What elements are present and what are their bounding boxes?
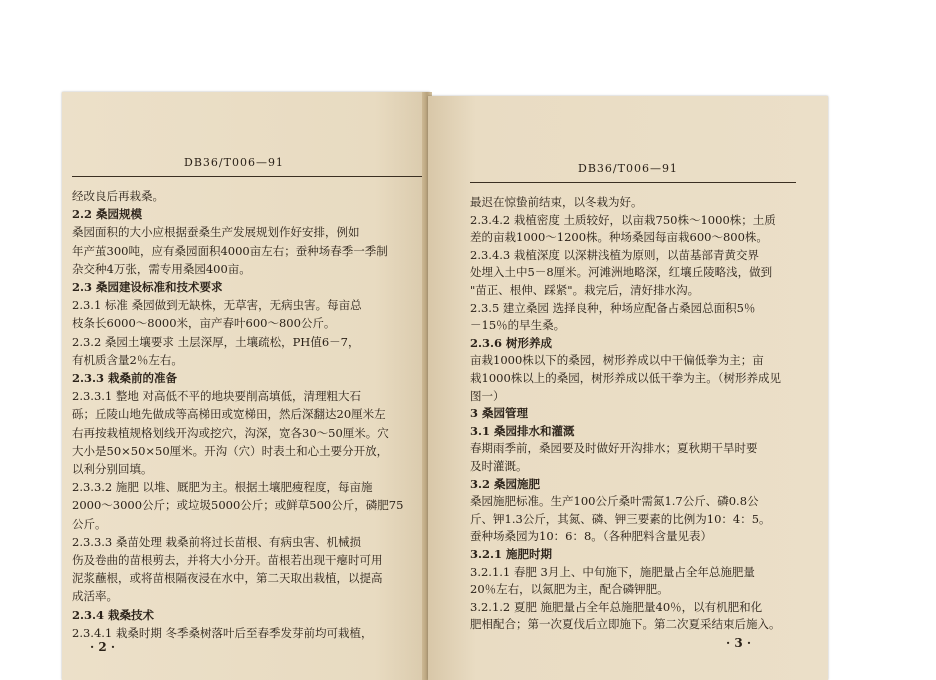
text-line: 有机质含量2％左右。 <box>72 352 183 367</box>
text-line: 杂交种4万张，需专用桑园400亩。 <box>72 261 251 276</box>
text-line: 年产茧300吨，应有桑园面积4000亩左右；蚕种场春季一季制 <box>72 243 388 258</box>
right-page <box>428 96 828 680</box>
text-line: 亩栽1000株以下的桑园，树形养成以中干偏低拳为主；亩 <box>470 353 764 368</box>
text-line: 3.2 桑园施肥 <box>470 476 541 491</box>
text-line: 右再按栽植规格划线开沟或挖穴，沟深，宽各30～50厘米。穴 <box>72 425 389 440</box>
text-line: 蚕种场桑园为10：6：8。（各种肥料含量见表） <box>470 529 713 544</box>
left-page-number: · 2 · <box>90 640 116 654</box>
text-line: 栽1000株以上的桑园，树形养成以低干拳为主。（树形养成见 <box>470 371 782 385</box>
text-line: 斤、钾1.3公斤，其氮、磷、钾三要素的比例为10：4：5。 <box>470 511 771 526</box>
text-line: 3 桑园管理 <box>470 406 529 421</box>
text-line: "苗正、根伸、踩紧"。栽完后，清好排水沟。 <box>470 283 700 297</box>
text-line: 3.1 桑园排水和灌溉 <box>470 423 575 438</box>
text-line: 公斤。 <box>72 516 107 531</box>
left-page <box>62 92 430 680</box>
text-line: 2.3.1 标准 桑园做到无缺株，无草害，无病虫害。每亩总 <box>72 298 362 313</box>
text-line: 处埋入土中5－8厘米。河滩洲地略深，红壤丘陵略浅，做到 <box>470 265 773 280</box>
text-line: 2.3.4.1 栽桑时期 冬季桑树落叶后至春季发芽前均可栽植， <box>72 625 373 640</box>
text-line: 20％左右，以氮肥为主，配合磷钾肥。 <box>470 582 669 597</box>
text-line: 2.3.3.3 桑苗处理 栽桑前将过长苗根、有病虫害、机械损 <box>72 534 362 549</box>
text-line: 2.3.3.1 整地 对高低不平的地块要削高填低，清理粗大石 <box>72 389 362 404</box>
text-line: 以利分别回填。 <box>72 462 153 476</box>
text-line: 成活率。 <box>72 589 118 604</box>
text-line: 肥相配合；第一次夏伐后立即施下。第二次夏采结束后施入。 <box>470 617 781 632</box>
text-line: 2000～3000公斤；或垃圾5000公斤；或鲜草500公斤，磷肥75 <box>72 498 404 513</box>
text-line: 泥浆蘸根，或将苗根隔夜浸在水中，第二天取出栽植，以提高 <box>72 571 383 586</box>
text-line: 大小是50×50×50厘米。开沟（穴）时表土和心土要分开放， <box>72 443 389 458</box>
text-line: 3.2.1.1 春肥 3月上、中旬施下，施肥量占全年总施肥量 <box>470 564 755 579</box>
text-line: 伤及卷曲的苗根剪去，并将大小分开。苗根若出现干瘪时可用 <box>72 553 383 567</box>
left-header-rule <box>72 176 422 177</box>
text-line: 2.3.5 建立桑园 选择良种，种场应配备占桑园总面积5％ <box>470 300 756 315</box>
text-line: 枝条长6000～8000米，亩产春叶600～800公斤。 <box>72 316 336 331</box>
text-line: 差的亩栽1000～1200株。种场桑园每亩栽600～800株。 <box>470 230 768 245</box>
right-header-rule <box>470 182 796 183</box>
text-line: 桑园施肥标准。生产100公斤桑叶需氮1.7公斤、磷0.8公 <box>470 494 759 509</box>
left-page-header: DB36/T006—91 <box>184 156 284 169</box>
text-line: 图一） <box>470 388 505 403</box>
text-line: 2.3.3 栽桑前的准备 <box>72 371 178 385</box>
text-line: 砾；丘陵山地先做成等高梯田或宽梯田，然后深翻达20厘米左 <box>72 407 386 422</box>
text-line: －15％的早生桑。 <box>470 318 566 333</box>
right-page-header: DB36/T006—91 <box>578 162 678 175</box>
text-line: 2.3.3.2 施肥 以堆、厩肥为主。根据土壤肥瘦程度，每亩施 <box>72 480 373 495</box>
text-line: 春期雨季前，桑园要及时做好开沟排水；夏秋期干旱时要 <box>470 441 758 456</box>
text-line: 2.3.4.2 栽植密度 土质较好，以亩栽750株～1000株；土质 <box>470 212 776 227</box>
text-line: 3.2.1 施肥时期 <box>470 547 553 561</box>
right-page-number: · 3 · <box>726 636 752 650</box>
text-line: 2.2 桑园规模 <box>72 207 143 222</box>
text-line: 3.2.1.2 夏肥 施肥量占全年总施肥量40％，以有机肥和化 <box>470 599 763 614</box>
text-line: 经改良后再栽桑。 <box>72 189 164 203</box>
text-line: 2.3.4.3 栽植深度 以深耕浅植为原则，以苗基部青黄交界 <box>470 247 760 262</box>
text-line: 及时灌溉。 <box>470 459 528 473</box>
text-line: 2.3.4 栽桑技术 <box>72 607 155 622</box>
text-line: 2.3.6 树形养成 <box>470 335 553 350</box>
text-line: 2.3.2 桑园土壤要求 土层深厚，土壤疏松，PH值6－7， <box>72 334 360 349</box>
text-line: 最迟在惊蛰前结束，以冬栽为好。 <box>470 195 643 209</box>
text-line: 2.3 桑园建设标准和技术要求 <box>72 280 223 294</box>
text-line: 桑园面积的大小应根据蚕桑生产发展规划作好安排，例如 <box>72 225 360 240</box>
